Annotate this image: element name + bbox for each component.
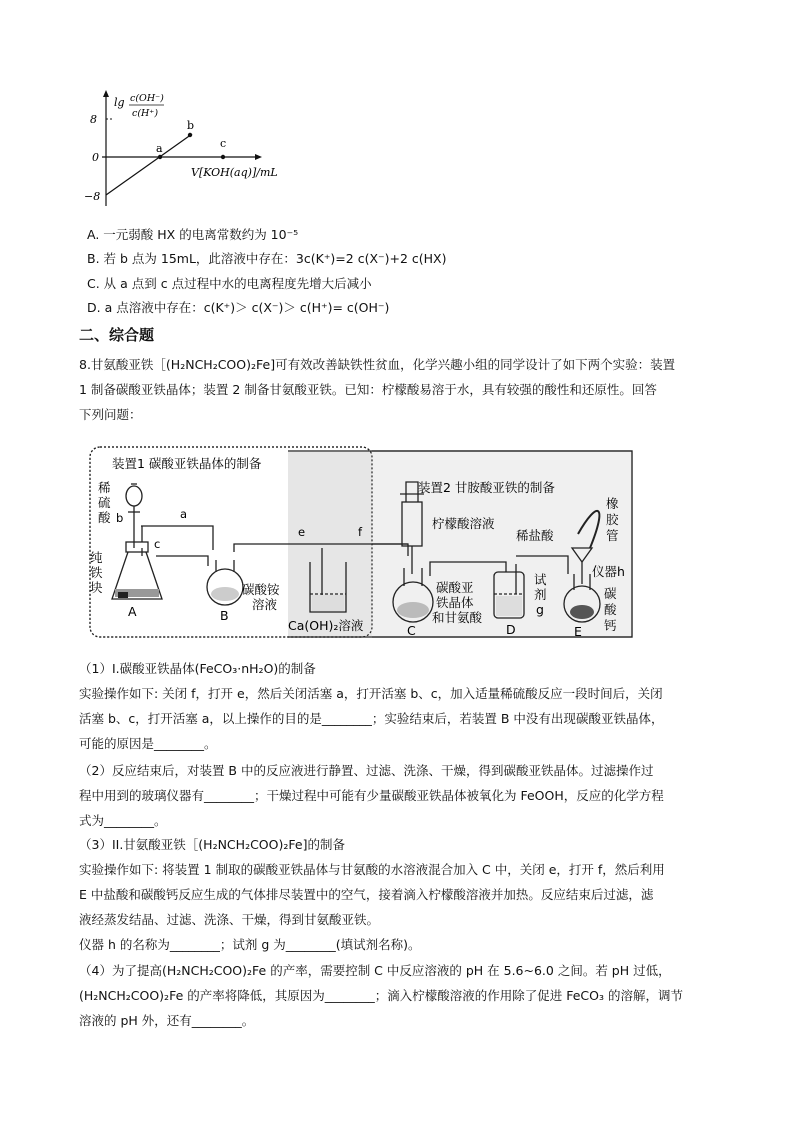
- ammonium-carbonate-2: 溶液: [252, 597, 278, 612]
- q8-intro-line: 1 制备碳酸亚铁晶体；装置 2 制备甘氨酸亚铁。已知：柠檬酸易溶于水，具有较强的酸性和还原性。回答: [79, 382, 657, 397]
- point-b-label: b: [187, 119, 195, 132]
- q8-intro-line: 8.甘氨酸亚铁［(H₂NCH₂COO)₂Fe]可有效改善缺铁性贫血，化学兴趣小组的同学设计了如下两个实验：装置: [79, 357, 676, 372]
- q3-line: 实验操作如下: 将装置 1 制取的碳酸亚铁晶体与甘氨酸的水溶液混合加入 C 中，关闭 e，打开 f，然后利用: [79, 862, 665, 877]
- q8-part4: [79, 958, 729, 1033]
- label-D: D: [506, 622, 516, 637]
- reagent-g-1: 试: [534, 572, 547, 587]
- point-c-label: c: [220, 137, 227, 150]
- device2-title: 装置2 甘胺酸亚铁的制备: [418, 480, 555, 495]
- q3-line: （3）II.甘氨酸亚铁［(H₂NCH₂COO)₂Fe]的制备: [79, 837, 345, 852]
- valve-c: c: [154, 537, 161, 551]
- q1-line: （1）I.碳酸亚铁晶体(FeCO₃·nH₂O)的制备: [79, 661, 316, 676]
- rubber-tube-1: 橡: [606, 496, 619, 511]
- rubber-tube-3: 管: [606, 528, 619, 543]
- dilute-sulfuric-acid-2: 硫: [98, 495, 111, 510]
- q3-line: 仪器 h 的名称为________；试剂 g 为________(填试剂名称)。: [79, 937, 421, 952]
- tick-8: 8: [90, 113, 97, 126]
- q2-line: （2）反应结束后，对装置 B 中的反应液进行静置、过滤、洗涤、干燥，得到碳酸亚铁晶体。过滤操作过: [79, 763, 654, 778]
- instrument-h: 仪器h: [592, 564, 625, 579]
- reagent-g-3: g: [536, 602, 544, 617]
- valve-b: b: [116, 511, 124, 525]
- ammonium-carbonate-1: 碳酸铵: [242, 582, 280, 597]
- section-title: 二、综合题: [79, 326, 155, 344]
- q2-line: 程中用到的玻璃仪器有________；干燥过程中可能有少量碳酸亚铁晶体被氧化为 FeOOH，反应的化学方程: [79, 788, 664, 803]
- q3-line: 液经蒸发结晶、过滤、洗涤、干燥，得到甘氨酸亚铁。: [79, 912, 380, 927]
- q4-line: (H₂NCH₂COO)₂Fe 的产率将降低，其原因为________；滴入柠檬酸溶液的作用除了促进 FeCO₃ 的溶解，调节: [79, 988, 683, 1003]
- reagent-g-2: 剂: [534, 587, 547, 602]
- apparatus-diagram: [88, 444, 634, 644]
- label-A: A: [128, 604, 137, 619]
- ferrous-carbonate-1: 碳酸亚: [436, 580, 474, 595]
- label-E: E: [574, 624, 582, 639]
- ferrous-carbonate-3: 和甘氨酸: [432, 610, 483, 625]
- option-a: A. 一元弱酸 HX 的电离常数约为 10⁻⁵: [87, 227, 299, 242]
- valve-f: f: [358, 525, 363, 539]
- label-B: B: [220, 608, 229, 623]
- pure-iron-1: 纯: [90, 550, 103, 565]
- option-c: C. 从 a 点到 c 点过程中水的电离程度先增大后减小: [87, 276, 372, 291]
- calcium-carbonate-1: 碳: [604, 586, 617, 601]
- q1-line: 活塞 b、c，打开活塞 a，以上操作的目的是________；实验结束后，若装置 B 中没有出现碳酸亚铁晶体，: [79, 711, 664, 726]
- q3-line: E 中盐酸和碳酸钙反应生成的气体排尽装置中的空气，接着滴入柠檬酸溶液并加热。反应结束后过滤，滤: [79, 887, 654, 902]
- y-axis-lg: lg: [114, 96, 125, 109]
- q8-part3: [79, 832, 729, 957]
- calcium-carbonate-3: 钙: [604, 618, 617, 633]
- pure-iron-2: 铁: [90, 565, 103, 580]
- valve-a: a: [180, 507, 188, 521]
- q1-line: 实验操作如下: 关闭 f，打开 e，然后关闭活塞 a，打开活塞 b、c，加入适量稀硫酸反应一段时间后，关闭: [79, 686, 663, 701]
- q8-part1: [79, 656, 729, 756]
- ferrous-carbonate-2: 铁晶体: [436, 595, 474, 610]
- q8-part2: [79, 758, 729, 833]
- pure-iron-3: 块: [90, 580, 103, 595]
- dilute-sulfuric-acid-1: 稀: [98, 480, 111, 495]
- q2-line: 式为________。: [79, 813, 167, 828]
- dilute-sulfuric-acid-3: 酸: [98, 510, 111, 525]
- valve-e: e: [298, 525, 306, 539]
- q4-line: （4）为了提高(H₂NCH₂COO)₂Fe 的产率，需要控制 C 中反应溶液的 pH 在 5.6~6.0 之间。若 pH 过低，: [79, 963, 671, 978]
- q8-intro: [79, 352, 729, 427]
- point-c-marker: [221, 155, 225, 159]
- point-a-marker: [158, 155, 162, 159]
- label-C: C: [407, 623, 416, 638]
- option-b: B. 若 b 点为 15mL，此溶液中存在：3c(K⁺)=2 c(X⁻)+2 c(HX): [87, 251, 447, 266]
- calcium-carbonate-2: 酸: [604, 602, 617, 617]
- citric-acid: 柠檬酸溶液: [432, 516, 495, 531]
- y-axis-den: c(H⁺): [132, 108, 159, 119]
- rubber-tube-2: 胶: [606, 512, 619, 527]
- option-d: D. a 点溶液中存在：c(K⁺)＞ c(X⁻)＞ c(H⁺)= c(OH⁻): [87, 300, 390, 315]
- tick-0: 0: [92, 151, 99, 164]
- q4-line: 溶液的 pH 外，还有________。: [79, 1013, 255, 1028]
- point-b-marker: [188, 133, 192, 137]
- q8-intro-line: 下列问题：: [79, 407, 142, 422]
- device1-title: 装置1 碳酸亚铁晶体的制备: [112, 456, 262, 471]
- tick-minus-8: −8: [84, 190, 101, 203]
- q1-line: 可能的原因是________。: [79, 736, 217, 751]
- x-axis-label: V[KOH(aq)]/mL: [191, 166, 278, 179]
- dilute-hcl: 稀盐酸: [516, 528, 554, 543]
- titration-graph: [80, 88, 290, 208]
- y-axis-num: c(OH⁻): [130, 93, 164, 104]
- calcium-hydroxide: Ca(OH)₂溶液: [288, 618, 364, 633]
- point-a-label: a: [156, 142, 163, 155]
